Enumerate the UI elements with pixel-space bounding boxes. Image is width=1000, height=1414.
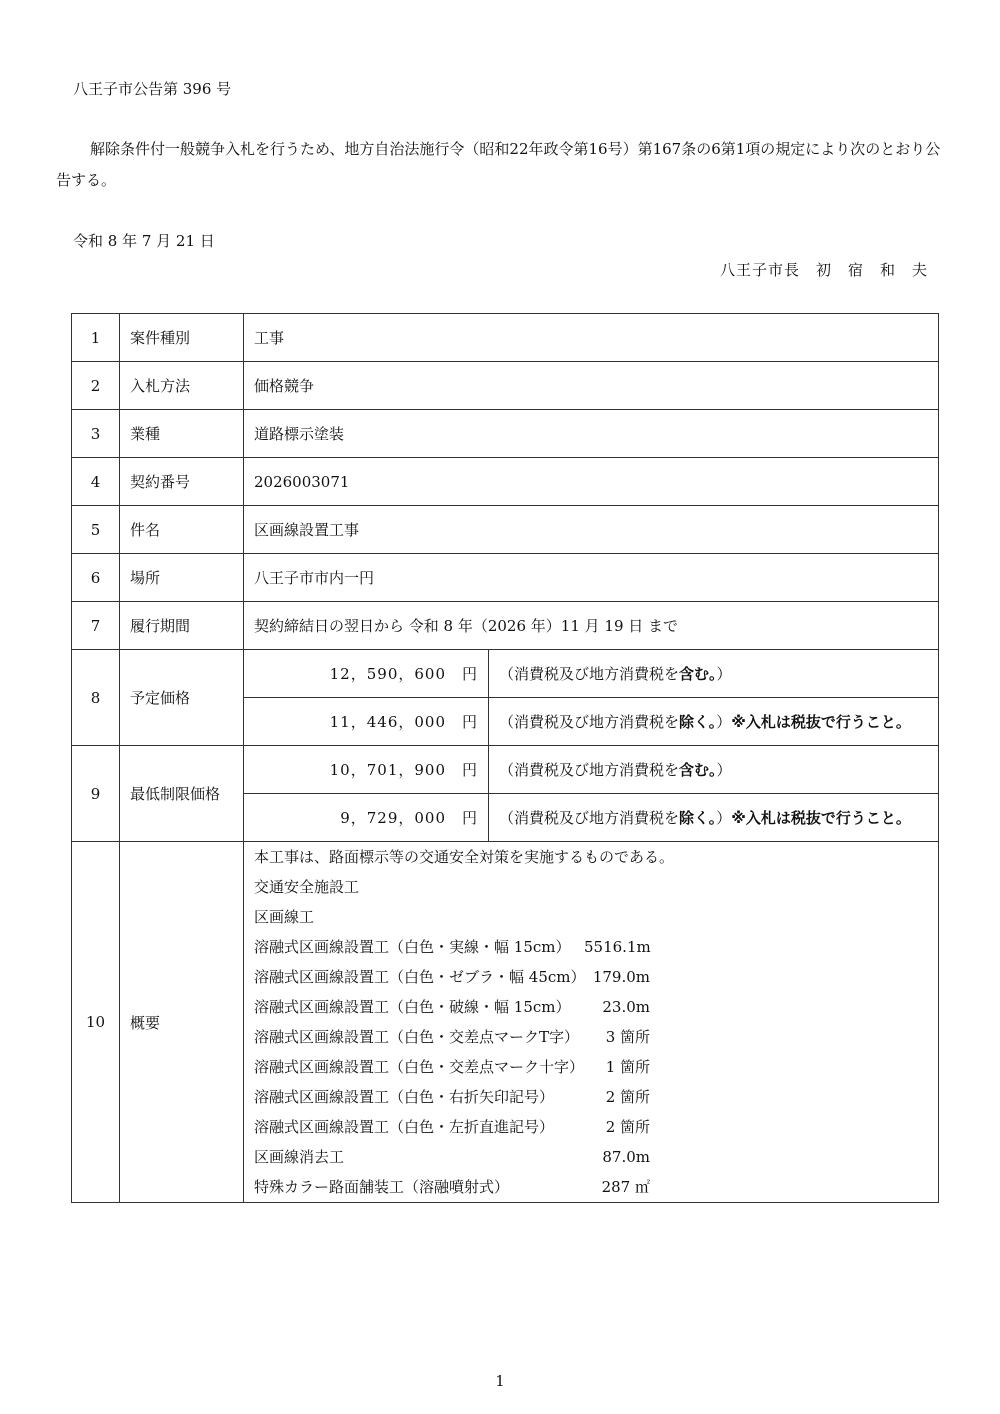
min-price-row-incl <box>72 746 939 794</box>
overview-row <box>72 842 939 1203</box>
row-label: 入札方法 <box>120 362 244 410</box>
overview-item: 溶融式区画線設置工（白色・ゼブラ・幅 45cm） 179.0m <box>254 968 650 986</box>
row-label: 履行期間 <box>120 602 244 650</box>
overview-content <box>244 842 939 1203</box>
table-row <box>72 602 939 650</box>
row-label: 最低制限価格 <box>120 746 244 842</box>
row-label: 予定価格 <box>120 650 244 746</box>
row-value: 八王子市市内一円 <box>244 554 939 602</box>
price-row-incl <box>72 650 939 698</box>
row-number: 10 <box>72 842 120 1203</box>
row-value: 道路標示塗装 <box>244 410 939 458</box>
price-amount-incl: 10，701，900 円 <box>244 746 489 794</box>
overview-item: 溶融式区画線設置工（白色・破線・幅 15cm） 23.0m <box>254 998 650 1016</box>
overview-item: 特殊カラー路面舗装工（溶融噴射式） 287 ㎡ <box>254 1178 650 1196</box>
tax-note-excl: （消費税及び地方消費税を除く。）※入札は税抜で行うこと。 <box>489 794 939 842</box>
table-row <box>72 506 939 554</box>
details-table <box>71 313 939 1203</box>
table-row <box>72 410 939 458</box>
row-value: 区画線設置工事 <box>244 506 939 554</box>
row-number: 9 <box>72 746 120 842</box>
row-number: 2 <box>72 362 120 410</box>
overview-item: 溶融式区画線設置工（白色・右折矢印記号） 2 箇所 <box>254 1088 650 1106</box>
table-row <box>72 362 939 410</box>
price-amount-excl: 9，729，000 円 <box>244 794 489 842</box>
page-number: 1 <box>495 1372 505 1390</box>
tax-note-incl: （消費税及び地方消費税を含む。） <box>489 650 939 698</box>
overview-heading: 区画線工 <box>254 908 315 926</box>
table-row <box>72 458 939 506</box>
signer: 八王子市長 初 宿 和 夫 <box>719 261 928 279</box>
row-value: 契約締結日の翌日から 令和 8 年（2026 年）11 月 19 日 まで <box>244 602 939 650</box>
row-label: 概要 <box>120 842 244 1203</box>
row-value: 2026003071 <box>244 458 939 506</box>
notice-number: 八王子市公告第 396 号 <box>73 80 232 98</box>
row-number: 3 <box>72 410 120 458</box>
notice-date: 令和 8 年 7 月 21 日 <box>73 232 215 250</box>
row-value: 価格競争 <box>244 362 939 410</box>
overview-item: 溶融式区画線設置工（白色・実線・幅 15cm） 5516.1m <box>254 938 651 956</box>
row-label: 案件種別 <box>120 314 244 362</box>
price-amount-excl: 11，446，000 円 <box>244 698 489 746</box>
row-label: 場所 <box>120 554 244 602</box>
table-row <box>72 554 939 602</box>
row-value: 工事 <box>244 314 939 362</box>
price-amount-incl: 12，590，600 円 <box>244 650 489 698</box>
row-number: 7 <box>72 602 120 650</box>
overview-heading: 交通安全施設工 <box>254 878 360 896</box>
row-number: 5 <box>72 506 120 554</box>
overview-item: 区画線消去工 87.0m <box>254 1148 650 1166</box>
intro-paragraph: 解除条件付一般競争入札を行うため、地方自治法施行令（昭和22年政令第16号）第167条の6第1項の規定により次のとおり公告する。 <box>56 140 941 189</box>
tax-note-incl: （消費税及び地方消費税を含む。） <box>489 746 939 794</box>
overview-item: 溶融式区画線設置工（白色・左折直進記号） 2 箇所 <box>254 1118 650 1136</box>
row-number: 4 <box>72 458 120 506</box>
row-number: 6 <box>72 554 120 602</box>
table-row <box>72 314 939 362</box>
row-number: 8 <box>72 650 120 746</box>
row-number: 1 <box>72 314 120 362</box>
overview-item: 溶融式区画線設置工（白色・交差点マークT字） 3 箇所 <box>254 1028 650 1046</box>
row-label: 業種 <box>120 410 244 458</box>
tax-note-excl: （消費税及び地方消費税を除く。）※入札は税抜で行うこと。 <box>489 698 939 746</box>
row-label: 件名 <box>120 506 244 554</box>
overview-item: 溶融式区画線設置工（白色・交差点マーク十字） 1 箇所 <box>254 1058 650 1076</box>
overview-intro: 本工事は、路面標示等の交通安全対策を実施するものである。 <box>254 848 675 866</box>
row-label: 契約番号 <box>120 458 244 506</box>
